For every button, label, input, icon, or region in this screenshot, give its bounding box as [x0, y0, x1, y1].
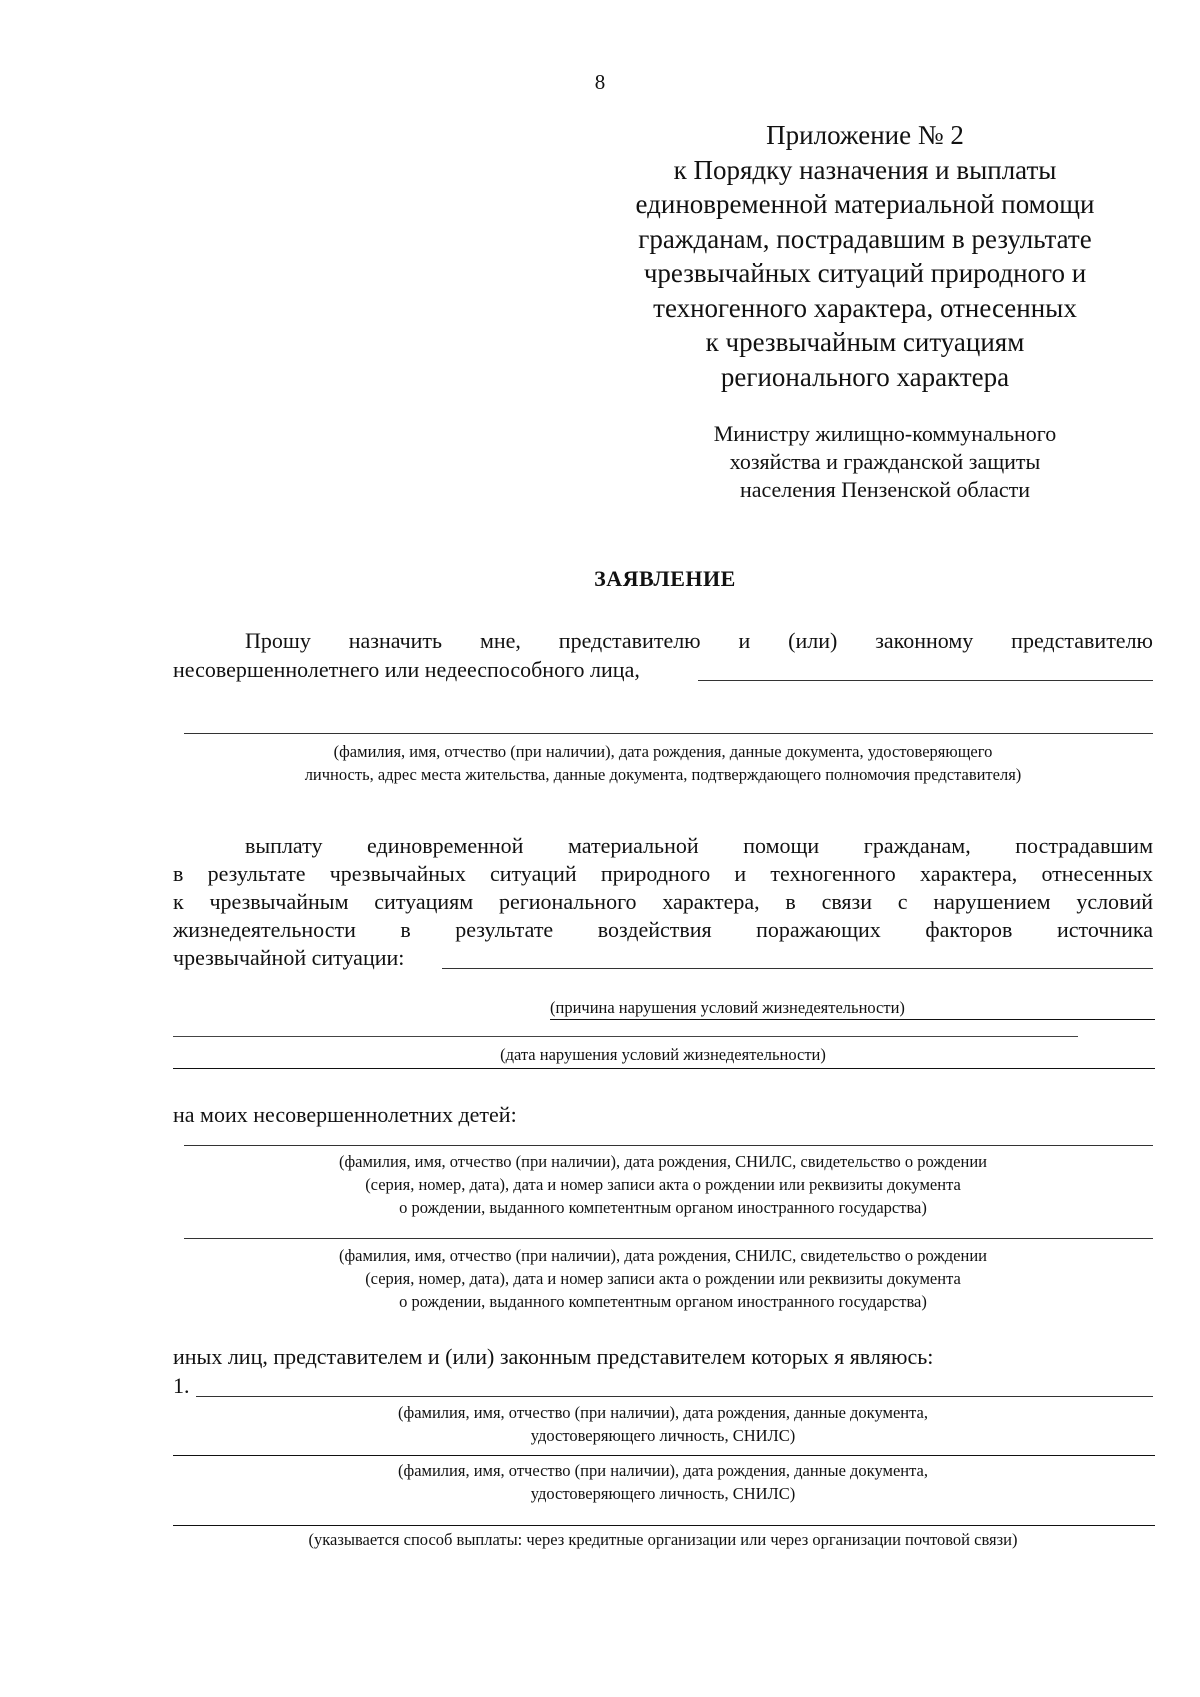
child-1-caption: [173, 1150, 1153, 1219]
addressee-line: хозяйства и гражданской защиты: [729, 449, 1041, 474]
caption-line: (серия, номер, дата), дата и номер записи акта о рождении или реквизиты документа: [365, 1269, 961, 1288]
payment-line: к чрезвычайным ситуациям регионального характера, в связи с нарушением условий: [173, 889, 1153, 914]
date-caption: (дата нарушения условий жизнедеятельности): [500, 1045, 826, 1064]
appendix-header: [620, 118, 1110, 394]
other-person-1-field[interactable]: [196, 1396, 1153, 1397]
payment-line: выплату единовременной материальной помощи гражданам, пострадавшим: [245, 833, 1153, 858]
caption-line: личность, адрес места жительства, данные документа, подтверждающего полномочия представителя): [304, 765, 1022, 784]
caption-line: о рождении, выданного компетентным органом иностранного государства): [399, 1292, 927, 1311]
other-person-1-caption: [173, 1401, 1153, 1447]
payment-line-5: чрезвычайной ситуации:: [173, 945, 405, 970]
caption-line: удостоверяющего личность, СНИЛС): [530, 1484, 796, 1503]
representative-details-field[interactable]: [184, 733, 1153, 734]
payment-method-caption: (указывается способ выплаты: через кредитные организации или через организации почтовой связи): [308, 1530, 1018, 1549]
caption-line: о рождении, выданного компетентным органом иностранного государства): [399, 1198, 927, 1217]
caption-line: удостоверяющего личность, СНИЛС): [530, 1426, 796, 1445]
reason-field[interactable]: [550, 1019, 1155, 1020]
reason-caption: (причина нарушения условий жизнедеятельности): [550, 998, 905, 1017]
payment-line: в результате чрезвычайных ситуаций природного и техногенного характера, отнесенных: [173, 861, 1153, 886]
child-2-field[interactable]: [184, 1238, 1153, 1239]
payment-line: жизнедеятельности в результате воздействия поражающих факторов источника: [173, 917, 1153, 942]
date-field[interactable]: [173, 1068, 1155, 1069]
representative-name-field[interactable]: [698, 680, 1153, 681]
caption-line: (фамилия, имя, отчество (при наличии), дата рождения, СНИЛС, свидетельство о рождении: [338, 1152, 987, 1171]
appendix-line: к Порядку назначения и выплаты: [673, 154, 1057, 185]
addressee-line: Министру жилищно-коммунального: [713, 421, 1057, 446]
others-item-number: 1.: [173, 1373, 190, 1398]
payment-method-field[interactable]: [173, 1525, 1155, 1526]
payment-text: [173, 832, 1153, 944]
child-1-field[interactable]: [184, 1145, 1153, 1146]
request-line-2: несовершеннолетнего или недееспособного лица,: [173, 657, 640, 682]
caption-line: (фамилия, имя, отчество (при наличии), дата рождения, данные документа,: [398, 1403, 928, 1422]
caption-line: (фамилия, имя, отчество (при наличии), дата рождения, данные документа,: [398, 1461, 928, 1480]
appendix-line: Приложение № 2: [766, 120, 964, 150]
other-person-2-caption: [173, 1459, 1153, 1505]
appendix-line: к чрезвычайным ситуациям: [705, 327, 1025, 357]
emergency-situation-field[interactable]: [442, 968, 1153, 969]
caption-line: (серия, номер, дата), дата и номер записи акта о рождении или реквизиты документа: [365, 1175, 961, 1194]
addressee-line: населения Пензенской области: [739, 477, 1031, 502]
request-caption: [173, 740, 1153, 786]
appendix-line: регионального характера: [720, 361, 1010, 392]
appendix-line: гражданам, пострадавшим в результате: [638, 223, 1092, 254]
date-entry-field[interactable]: [173, 1036, 1078, 1037]
others-label: иных лиц, представителем и (или) законным представителем которых я являюсь:: [173, 1344, 934, 1369]
addressee-block: [660, 420, 1110, 504]
page-number: 8: [594, 70, 606, 94]
child-2-caption: [173, 1244, 1153, 1313]
other-person-2-field[interactable]: [173, 1455, 1155, 1456]
document-title: ЗАЯВЛЕНИЕ: [594, 566, 736, 591]
caption-line: (фамилия, имя, отчество (при наличии), дата рождения, данные документа, удостоверяющего: [333, 742, 993, 761]
appendix-line: чрезвычайных ситуаций природного и: [643, 258, 1087, 288]
appendix-line: техногенного характера, отнесенных: [653, 292, 1077, 323]
appendix-line: единовременной материальной помощи: [635, 189, 1095, 219]
request-line-1: Прошу назначить мне, представителю и (или) законному представителю: [245, 628, 1153, 653]
caption-line: (фамилия, имя, отчество (при наличии), дата рождения, СНИЛС, свидетельство о рождении: [338, 1246, 987, 1265]
children-label: на моих несовершеннолетних детей:: [173, 1102, 517, 1127]
